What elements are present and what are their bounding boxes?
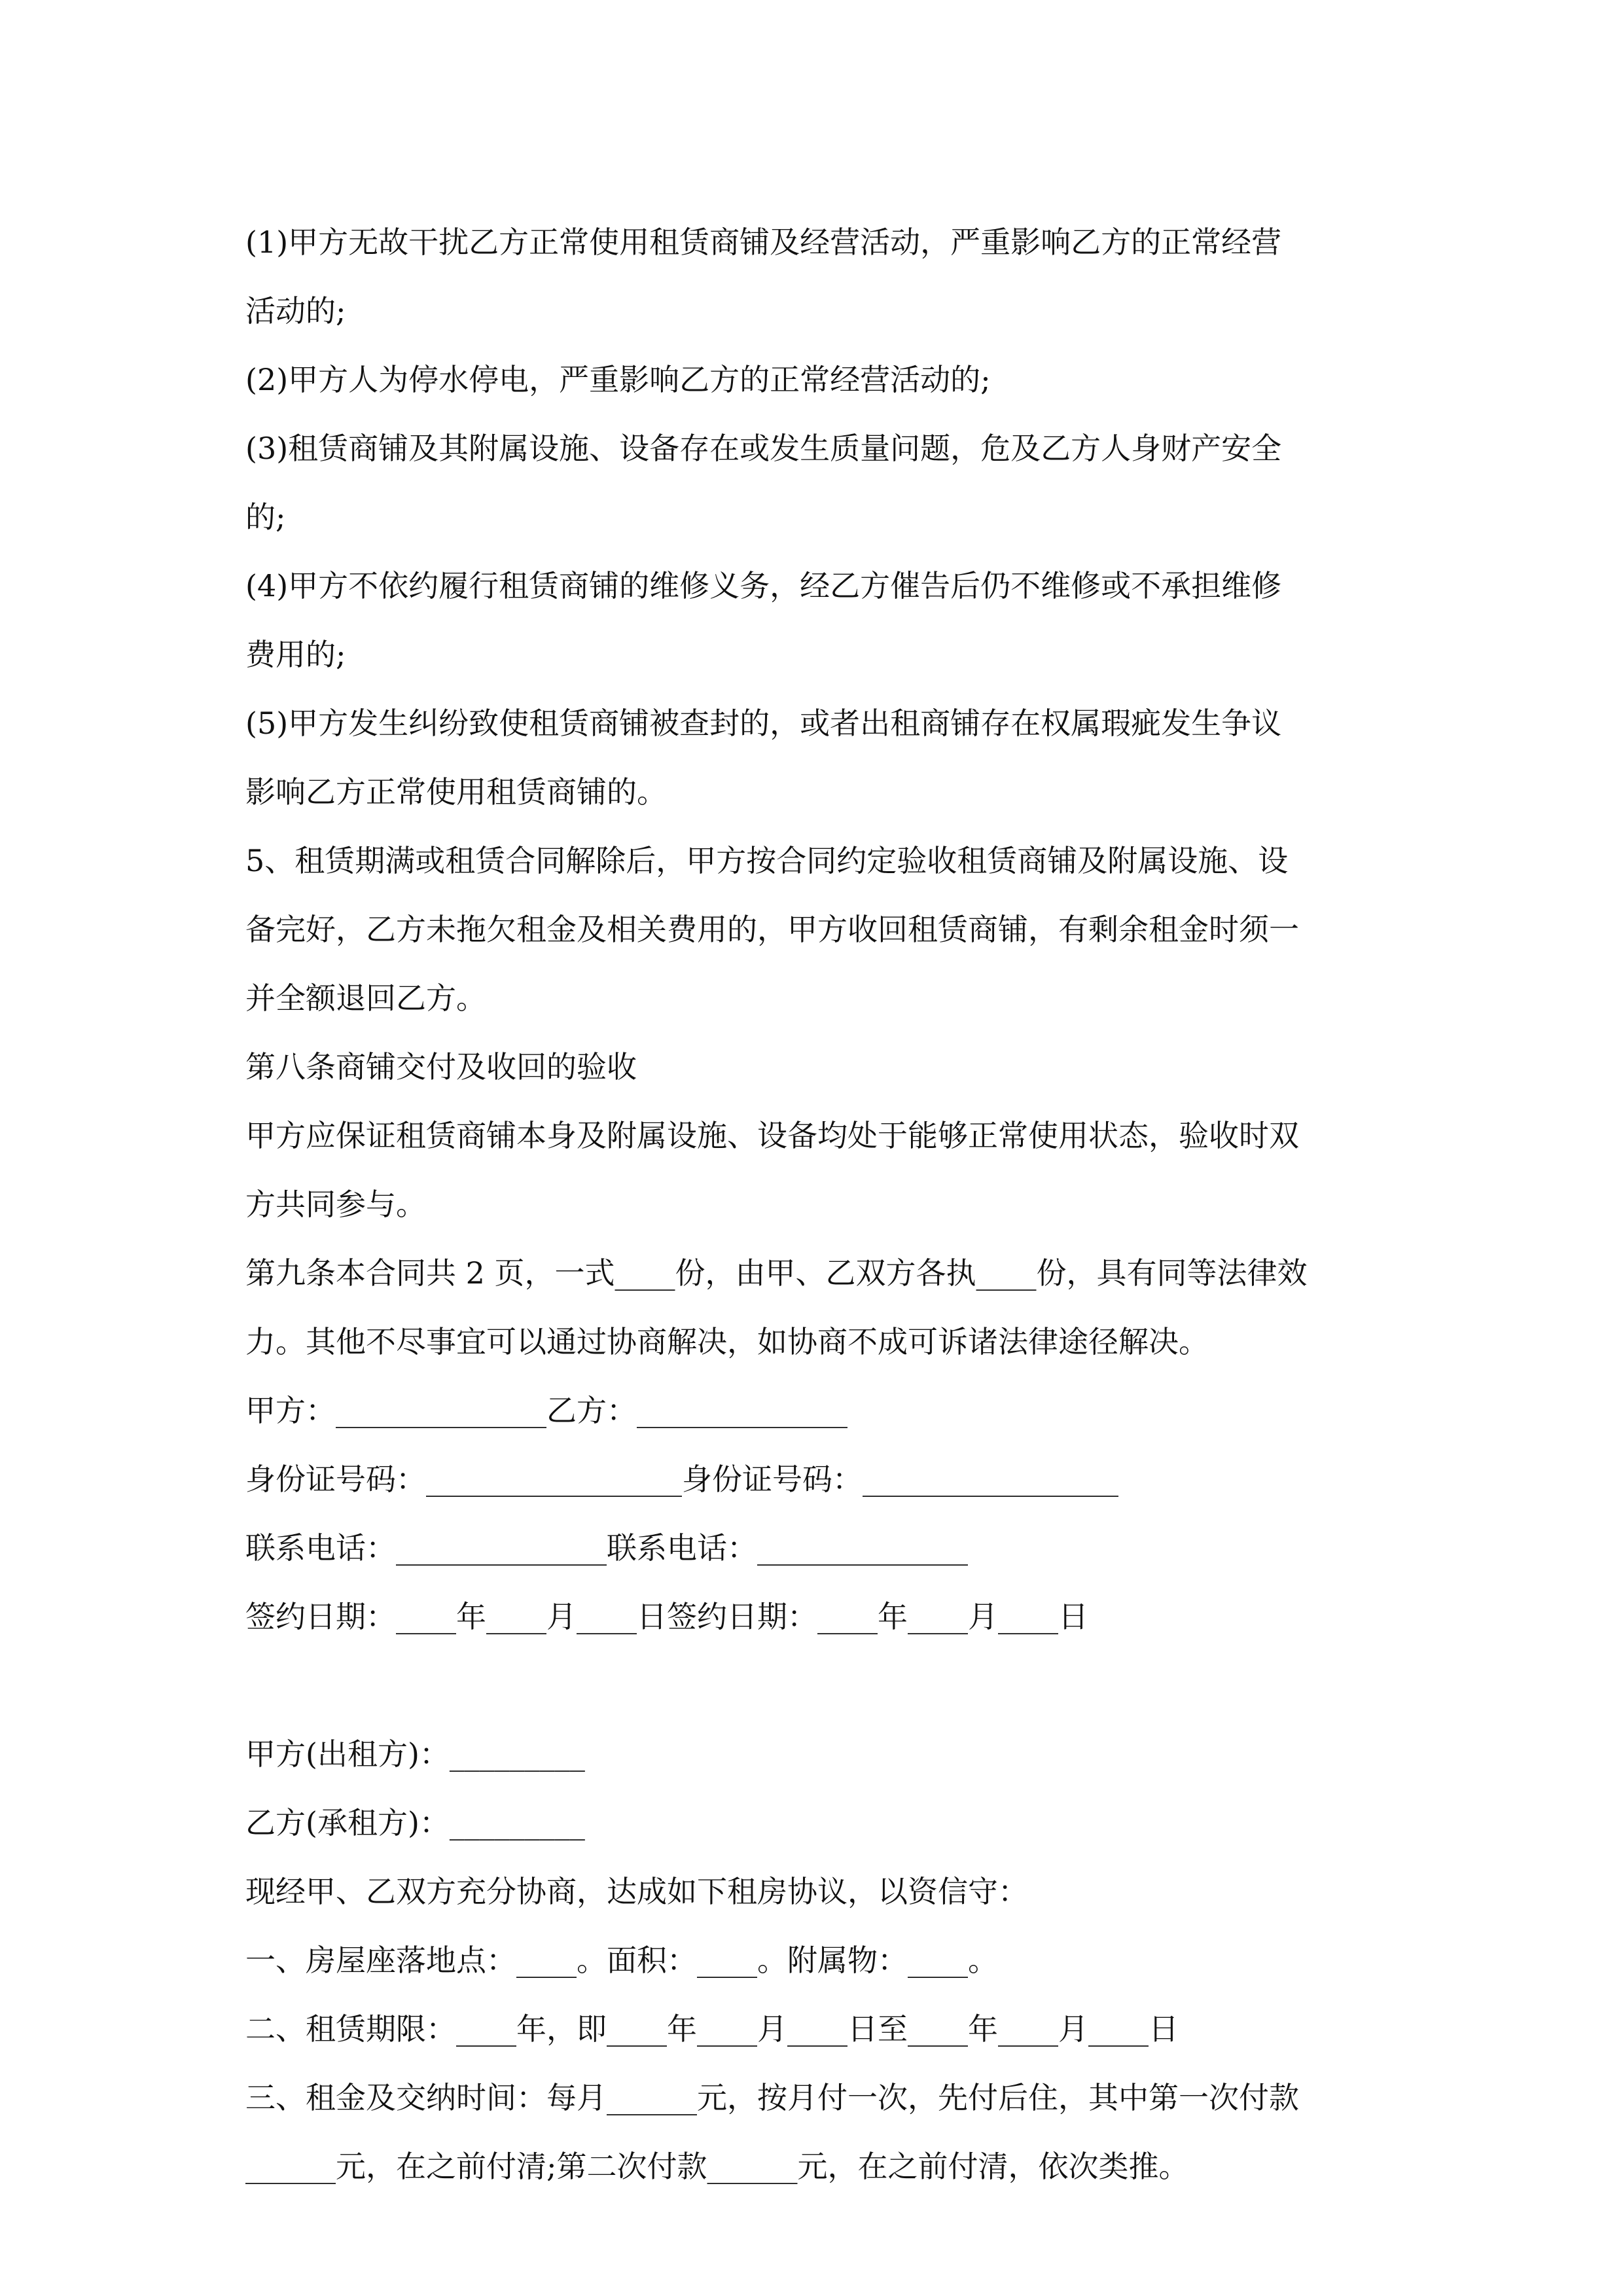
sign-date-line: 签约日期：____年____月____日签约日期：____年____月____日 [245,1599,1088,1634]
rent-line-1: 三、租金及交纳时间：每月______元，按月付一次，先付后住，其中第一次付款 [245,2080,1299,2115]
clause-line-7: 费用的; [245,637,346,672]
agreement-intro: 现经甲、乙双方充分协商，达成如下租房协议，以资信守： [245,1874,1028,1909]
clause-line-11: 备完好，乙方未拖欠租金及相关费用的，甲方收回租赁商铺，有剩余租金时须一 [245,912,1299,947]
id-number-line: 身份证号码：_________________身份证号码：_________________ [245,1462,1118,1497]
clause-line-4: (3)租赁商铺及其附属设施、设备存在或发生质量问题，危及乙方人身财产安全 [245,431,1282,466]
document-page [245,208,1384,2201]
clause-line-8: (5)甲方发生纠纷致使租赁商铺被查封的，或者出租商铺存在权属瑕疵发生争议 [245,706,1282,741]
clause-line-10: 5、租赁期满或租赁合同解除后，甲方按合同约定验收租赁商铺及附属设施、设 [245,843,1289,878]
article-9-line-1: 第九条本合同共 2 页，一式____份，由甲、乙双方各执____份，具有同等法律效 [245,1255,1308,1291]
clause-line-2: 活动的; [245,293,346,329]
clause-line-5: 的; [245,499,286,535]
house-location-line: 一、房屋座落地点：____。面积：____。附属物：____。 [245,1943,998,1978]
section-gap [245,1651,1384,1720]
phone-line: 联系电话：______________联系电话：______________ [245,1530,968,1566]
lease-term-line: 二、租赁期限：____年，即____年____月____日至____年____月____日 [245,2011,1179,2047]
rent-line-2: ______元，在之前付清;第二次付款______元，在之前付清，依次类推。 [245,2149,1189,2184]
article-8-heading: 第八条商铺交付及收回的验收 [245,1049,637,1085]
party-signature-line: 甲方：______________乙方：______________ [245,1393,847,1428]
article-8-line-1: 甲方应保证租赁商铺本身及附属设施、设备均处于能够正常使用状态，验收时双 [245,1118,1299,1153]
clause-line-3: (2)甲方人为停水停电，严重影响乙方的正常经营活动的; [245,362,991,397]
clause-line-6: (4)甲方不依约履行租赁商铺的维修义务，经乙方催告后仍不维修或不承担维修 [245,568,1282,603]
lessor-line: 甲方(出租方)：_________ [245,1736,585,1772]
lessee-line: 乙方(承租方)：_________ [245,1805,585,1840]
article-8-line-2: 方共同参与。 [245,1187,426,1222]
clause-line-9: 影响乙方正常使用租赁商铺的。 [245,774,667,810]
clause-line-1: (1)甲方无故干扰乙方正常使用租赁商铺及经营活动，严重影响乙方的正常经营 [245,224,1282,260]
clause-line-12: 并全额退回乙方。 [245,980,486,1016]
article-9-line-2: 力。其他不尽事宜可以通过协商解决，如协商不成可诉诸法律途径解决。 [245,1324,1209,1359]
